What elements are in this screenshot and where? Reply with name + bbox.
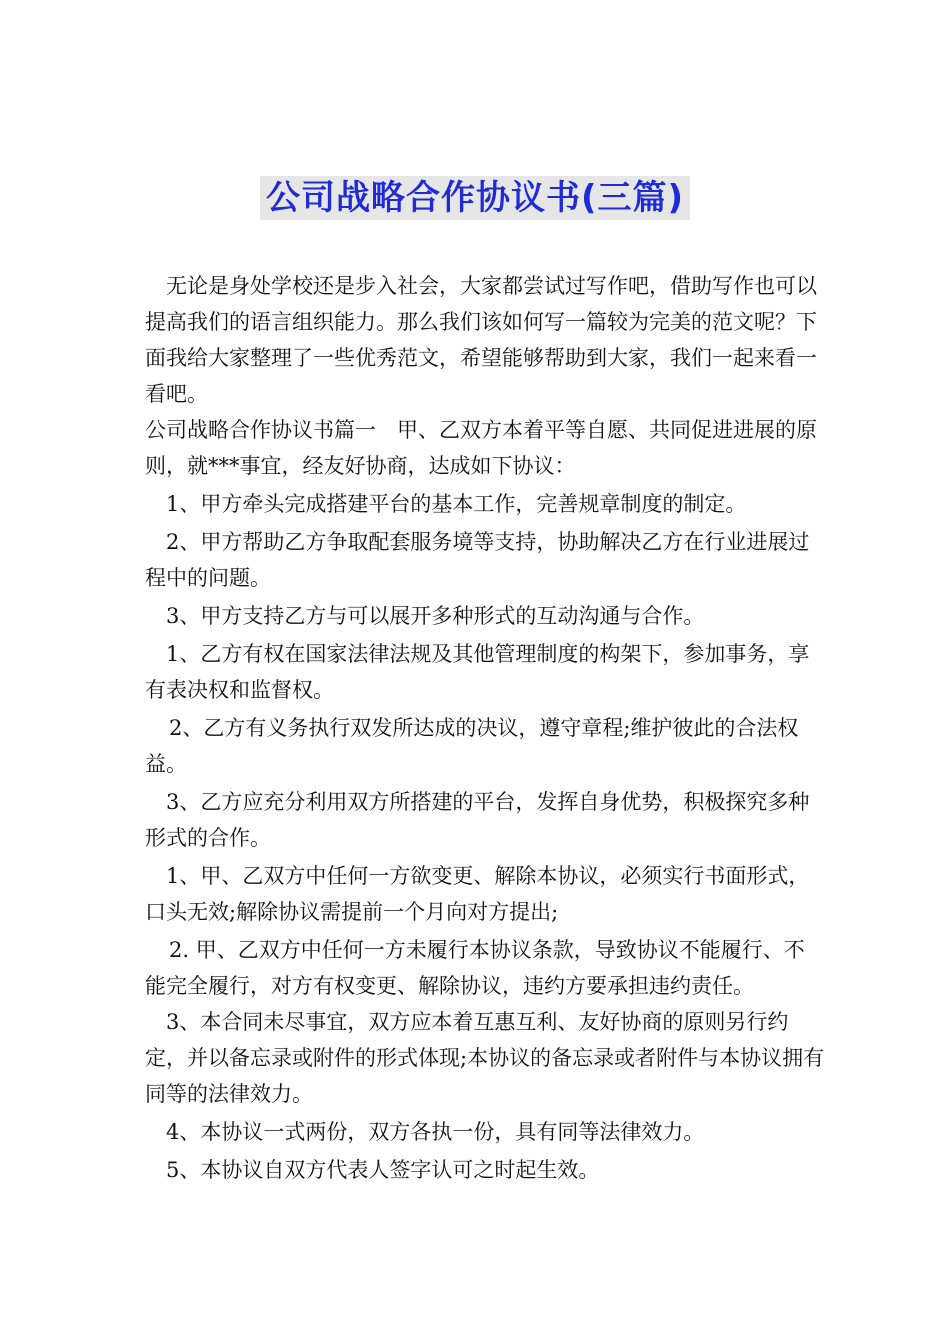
clause-paragraph: 1、甲、乙双方中任何一方欲变更、解除本协议，必须实行书面形式，口头无效;解除协议需提前一个月向对方提出;: [145, 864, 810, 924]
clause-paragraph: 1、乙方有权在国家法律法规及其他管理制度的构架下，参加事务，享有表决权和监督权。: [145, 642, 810, 702]
document-title: 公司战略合作协议书(三篇): [260, 176, 690, 220]
clause-paragraph: 2. 甲、乙双方中任何一方未履行本协议条款，导致协议不能履行、不能完全履行，对方有权变更、解除协议，违约方要承担违约责任。: [145, 938, 805, 998]
clause-paragraph: 2、甲方帮助乙方争取配套服务境等支持，协助解决乙方在行业进展过程中的问题。: [145, 530, 810, 590]
document-body: [145, 268, 825, 1188]
clause-paragraph: 3、本合同未尽事宜，双方应本着互惠互利、友好协商的原则另行约定，并以备忘录或附件的形式体现;本协议的备忘录或者附件与本协议拥有同等的法律效力。: [145, 1010, 825, 1106]
title-container: [0, 176, 950, 220]
clause-paragraph: 3、乙方应充分利用双方所搭建的平台，发挥自身优势，积极探究多种形式的合作。: [145, 790, 810, 850]
clause-paragraph: 1、甲方牵头完成搭建平台的基本工作，完善规章制度的制定。: [166, 492, 747, 516]
clause-paragraph: 4、本协议一式两份，双方各执一份，具有同等法律效力。: [166, 1120, 705, 1144]
clause-paragraph: 3、甲方支持乙方与可以展开多种形式的互动沟通与合作。: [166, 604, 705, 628]
article-intro-paragraph: 公司战略合作协议书篇一 甲、乙双方本着平等自愿、共同促进进展的原则，就***事宜，经友好协商，达成如下协议：: [145, 418, 817, 478]
clause-paragraph: 2、乙方有义务执行双发所达成的决议，遵守章程;维护彼此的合法权益。: [145, 716, 799, 776]
clause-paragraph: 5、本协议自双方代表人签字认可之时起生效。: [166, 1158, 600, 1182]
intro-paragraph: 无论是身处学校还是步入社会，大家都尝试过写作吧，借助写作也可以提高我们的语言组织能力。那么我们该如何写一篇较为完美的范文呢？下面我给大家整理了一些优秀范文，希望能够帮助到大家，我们一起来看一看吧。: [145, 274, 817, 406]
